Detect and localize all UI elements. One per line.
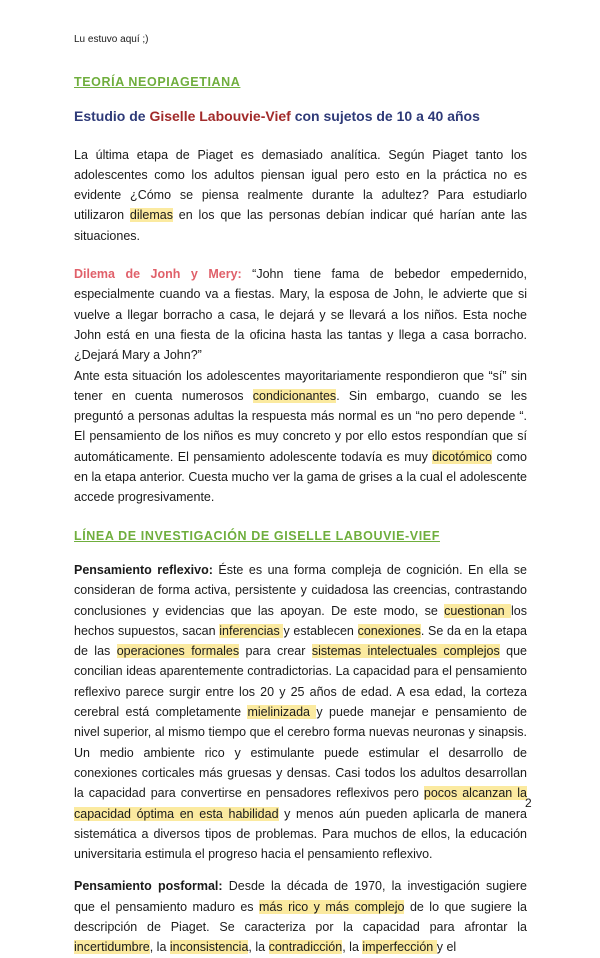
text: , la	[149, 940, 170, 955]
page-number: 2	[525, 796, 532, 810]
page-header: Lu estuvo aquí ;)	[74, 34, 149, 45]
highlight-sistemas-intelectuales: sistemas intelectuales complejos	[311, 644, 500, 659]
text: como en la etapa anterior. Cuesta mucho ver la gama de grises a la cual el adolescente accede progresivamente.	[74, 449, 528, 505]
text: en los que las personas debían indicar qué harían ante las situaciones.	[74, 208, 527, 243]
highlight-dilemas: dilemas	[129, 208, 173, 223]
study-heading-pre: Estudio de	[74, 108, 150, 125]
text: , la	[248, 940, 269, 955]
paragraph-reflexivo	[74, 560, 527, 864]
reflexivo-label: Pensamiento reflexivo:	[74, 562, 213, 577]
highlight-mas-rico: más rico y más complejo	[259, 899, 405, 914]
text: , la	[342, 940, 363, 955]
section-title-linea-investigacion: LÍNEA DE INVESTIGACIÓN DE GISELLE LABOUVIE-VIEF	[74, 528, 440, 543]
paragraph-dilema	[74, 264, 527, 365]
highlight-operaciones-formales: operaciones formales	[116, 644, 240, 659]
highlight-inconsistencia: inconsistencia	[169, 940, 249, 955]
section-title-neopiagetiana: TEORÍA NEOPIAGETIANA	[74, 75, 241, 89]
text: “John tiene fama de bebedor empedernido, especialmente cuando va a fiestas. Mary, la esposa de John, le advierte que si vuelve a llegar borracho a casa, le dejará y se llevará a los niños. Esta noche John está en una fiesta de la oficina hasta las tantas y llega a casa borracho. ¿Dejará Mary a John?”	[74, 267, 527, 363]
study-heading	[74, 106, 527, 126]
highlight-condicionantes: condicionantes	[252, 388, 337, 403]
paragraph-respuesta	[74, 366, 527, 508]
text: Ante esta situación los adolescentes mayoritariamente respondieron que “sí” sin tener en cuenta numerosos	[74, 368, 527, 403]
text: y el	[436, 940, 457, 955]
text: . Sin embargo, cuando se les preguntó a personas adultas la respuesta más normal es un “no pero depende “. El pensamiento de los niños es muy concreto y por ello estos respondían que sí automáticamente. El pensamiento adolescente todavía es muy	[74, 388, 527, 464]
highlight-dicotomico: dicotómico	[432, 449, 493, 464]
highlight-cuestionan: cuestionan	[444, 603, 512, 618]
highlight-inferencias: inferencias	[219, 623, 284, 638]
highlight-incertidumbre: incertidumbre	[74, 940, 150, 955]
text: que concilian ideas aparentemente contradictorias. La capacidad para el pensamiento reflexivo parece surgir entre los 20 y 25 años de edad. A esa edad, la corteza cerebral está completamente	[74, 644, 527, 720]
posformal-label: Pensamiento posformal:	[74, 879, 223, 894]
highlight-contradiccion: contradicción	[268, 940, 343, 955]
study-author: Giselle Labouvie-Vief	[149, 108, 291, 125]
highlight-mielinizada: mielinizada	[247, 705, 317, 720]
dilema-label: Dilema de Jonh y Mery:	[74, 267, 242, 282]
study-heading-post: con sujetos de 10 a 40 años	[290, 108, 480, 125]
text: y establecen	[283, 623, 358, 638]
text: y menos aún pueden aplicarla de manera sistemática a diversos tipos de problemas. Para muchos de ellos, la educación universitaria estimula el progreso hacia el pensamiento reflexivo.	[74, 806, 527, 862]
text: de lo que sugiere la descripción de Piaget. Se caracteriza por la capacidad para afrontar la	[74, 899, 527, 934]
highlight-conexiones: conexiones	[357, 623, 421, 638]
text: los hechos supuestos, sacan	[74, 603, 527, 638]
text: La última etapa de Piaget es demasiado analítica. Según Piaget tanto los adolescentes como los adultos piensan igual pero esto en la práctica no es evidente ¿Cómo se piensa realmente durante la adultez? Para estudiarlo utilizaron	[74, 147, 527, 223]
highlight-imperfeccion: imperfección	[362, 940, 437, 955]
text: Desde la década de 1970, la investigación sugiere que el pensamiento maduro es	[74, 879, 527, 914]
text: Éste es una forma compleja de cognición. En ella se consideran de forma activa, persistente y cuidadosa las creencias, contrastando conclusiones y evidencias que las apoyan. De este modo, se	[74, 562, 527, 618]
text: . Se da en la etapa de las	[74, 623, 527, 659]
paragraph-piaget	[74, 145, 527, 246]
text: para crear	[239, 644, 312, 659]
highlight-pocos-alcanzan: pocos alcanzan la capacidad óptima en esta habilidad	[74, 786, 527, 821]
text: y puede manejar e pensamiento de nivel superior, al mismo tiempo que el cerebro forma nuevas neuronas y sinapsis. Un medio ambiente rico y estimulante puede estimular el desarrollo de conexiones corticales más gruesas y densas. Casi todos los adultos desarrollan la capacidad para convertirse en pensadores reflexivos pero	[74, 705, 527, 801]
document-body	[74, 72, 527, 958]
paragraph-posformal	[74, 876, 527, 957]
